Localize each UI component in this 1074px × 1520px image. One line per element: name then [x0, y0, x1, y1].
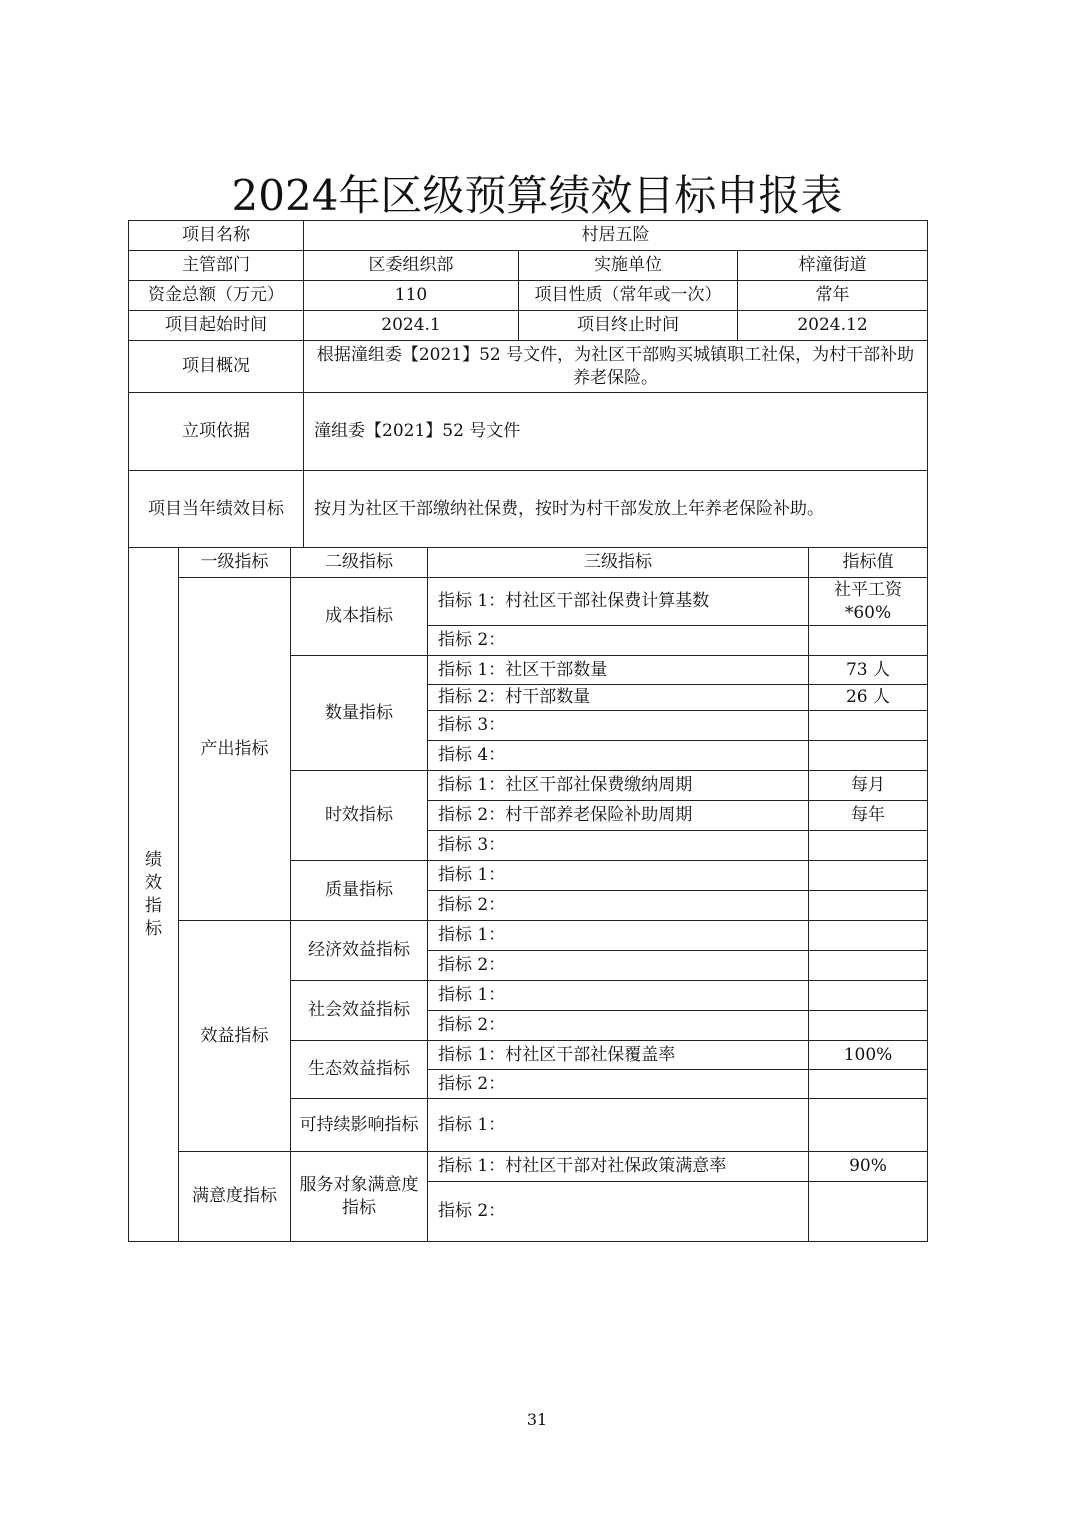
indicator-name: 指标 1： — [428, 861, 809, 891]
indicator-value: 每月 — [809, 771, 928, 801]
indicator-value: 社平工资*60% — [809, 578, 928, 626]
col-l2-header: 二级指标 — [291, 548, 428, 578]
name-label: 项目名称 — [129, 221, 304, 251]
indicator-value — [809, 891, 928, 921]
indicator-name: 指标 1：村社区干部社保覆盖率 — [428, 1041, 809, 1070]
fund-value: 110 — [304, 281, 519, 311]
indicator-name: 指标 3： — [428, 831, 809, 861]
nature-label: 项目性质（常年或一次） — [519, 281, 738, 311]
l2-ecological: 生态效益指标 — [291, 1041, 428, 1099]
overview-label: 项目概况 — [129, 341, 304, 393]
col-value-header: 指标值 — [809, 548, 928, 578]
l2-quality: 质量指标 — [291, 861, 428, 921]
l2-quantity: 数量指标 — [291, 656, 428, 771]
indicator-name: 指标 2：村干部养老保险补助周期 — [428, 801, 809, 831]
indicator-name: 指标 1：村社区干部对社保政策满意率 — [428, 1152, 809, 1182]
l1-satisfaction: 满意度指标 — [179, 1152, 291, 1242]
page-number: 31 — [526, 1410, 548, 1429]
indicator-name: 指标 2： — [428, 1011, 809, 1041]
indicator-name: 指标 2： — [428, 1182, 809, 1242]
indicator-value: 26 人 — [809, 685, 928, 711]
end-label: 项目终止时间 — [519, 311, 738, 341]
impl-value: 梓潼街道 — [738, 251, 928, 281]
dept-label: 主管部门 — [129, 251, 304, 281]
indicator-name: 指标 1： — [428, 981, 809, 1011]
indicator-name: 指标 2： — [428, 1070, 809, 1099]
indicator-value — [809, 1070, 928, 1099]
l2-social: 社会效益指标 — [291, 981, 428, 1041]
indicator-value — [809, 626, 928, 656]
indicator-value — [809, 711, 928, 741]
name-value: 村居五险 — [304, 221, 928, 251]
dept-value: 区委组织部 — [304, 251, 519, 281]
basis-value: 潼组委【2021】52 号文件 — [304, 393, 928, 471]
indicator-value — [809, 981, 928, 1011]
indicator-value — [809, 1099, 928, 1152]
indicator-value — [809, 741, 928, 771]
indicator-name: 指标 1： — [428, 1099, 809, 1152]
indicator-name: 指标 1：社区干部社保费缴纳周期 — [428, 771, 809, 801]
basis-label: 立项依据 — [129, 393, 304, 471]
l1-benefit: 效益指标 — [179, 921, 291, 1152]
indicator-name: 指标 2： — [428, 891, 809, 921]
end-value: 2024.12 — [738, 311, 928, 341]
l2-cost: 成本指标 — [291, 578, 428, 656]
indicator-value — [809, 861, 928, 891]
perf-side-label: 绩效指标 — [129, 548, 179, 1242]
indicator-value: 90% — [809, 1152, 928, 1182]
indicator-name: 指标 4： — [428, 741, 809, 771]
indicator-value — [809, 921, 928, 951]
l2-timeliness: 时效指标 — [291, 771, 428, 861]
overview-value: 根据潼组委【2021】52 号文件，为社区干部购买城镇职工社保，为村干部补助养老保险。 — [304, 341, 928, 393]
col-l1-header: 一级指标 — [179, 548, 291, 578]
goal-label: 项目当年绩效目标 — [129, 471, 304, 548]
l1-output: 产出指标 — [179, 578, 291, 921]
performance-indicator-table — [128, 547, 928, 1242]
l2-economic: 经济效益指标 — [291, 921, 428, 981]
indicator-name: 指标 1： — [428, 921, 809, 951]
impl-label: 实施单位 — [519, 251, 738, 281]
col-l3-header: 三级指标 — [428, 548, 809, 578]
indicator-name: 指标 3： — [428, 711, 809, 741]
start-value: 2024.1 — [304, 311, 519, 341]
indicator-value — [809, 831, 928, 861]
indicator-name: 指标 1：社区干部数量 — [428, 656, 809, 685]
indicator-name: 指标 2：村干部数量 — [428, 685, 809, 711]
indicator-value — [809, 1011, 928, 1041]
indicator-name: 指标 2： — [428, 626, 809, 656]
start-label: 项目起始时间 — [129, 311, 304, 341]
indicator-value — [809, 951, 928, 981]
nature-value: 常年 — [738, 281, 928, 311]
l2-service: 服务对象满意度指标 — [291, 1152, 428, 1242]
indicator-value: 每年 — [809, 801, 928, 831]
indicator-value: 73 人 — [809, 656, 928, 685]
page-title: 2024年区级预算绩效目标申报表 — [231, 171, 843, 220]
indicator-value: 100% — [809, 1041, 928, 1070]
indicator-value — [809, 1182, 928, 1242]
l2-sustainable: 可持续影响指标 — [291, 1099, 428, 1152]
indicator-name: 指标 2： — [428, 951, 809, 981]
goal-value: 按月为社区干部缴纳社保费，按时为村干部发放上年养老保险补助。 — [304, 471, 928, 548]
fund-label: 资金总额（万元） — [129, 281, 304, 311]
project-info-table — [128, 220, 928, 548]
indicator-name: 指标 1：村社区干部社保费计算基数 — [428, 578, 809, 626]
